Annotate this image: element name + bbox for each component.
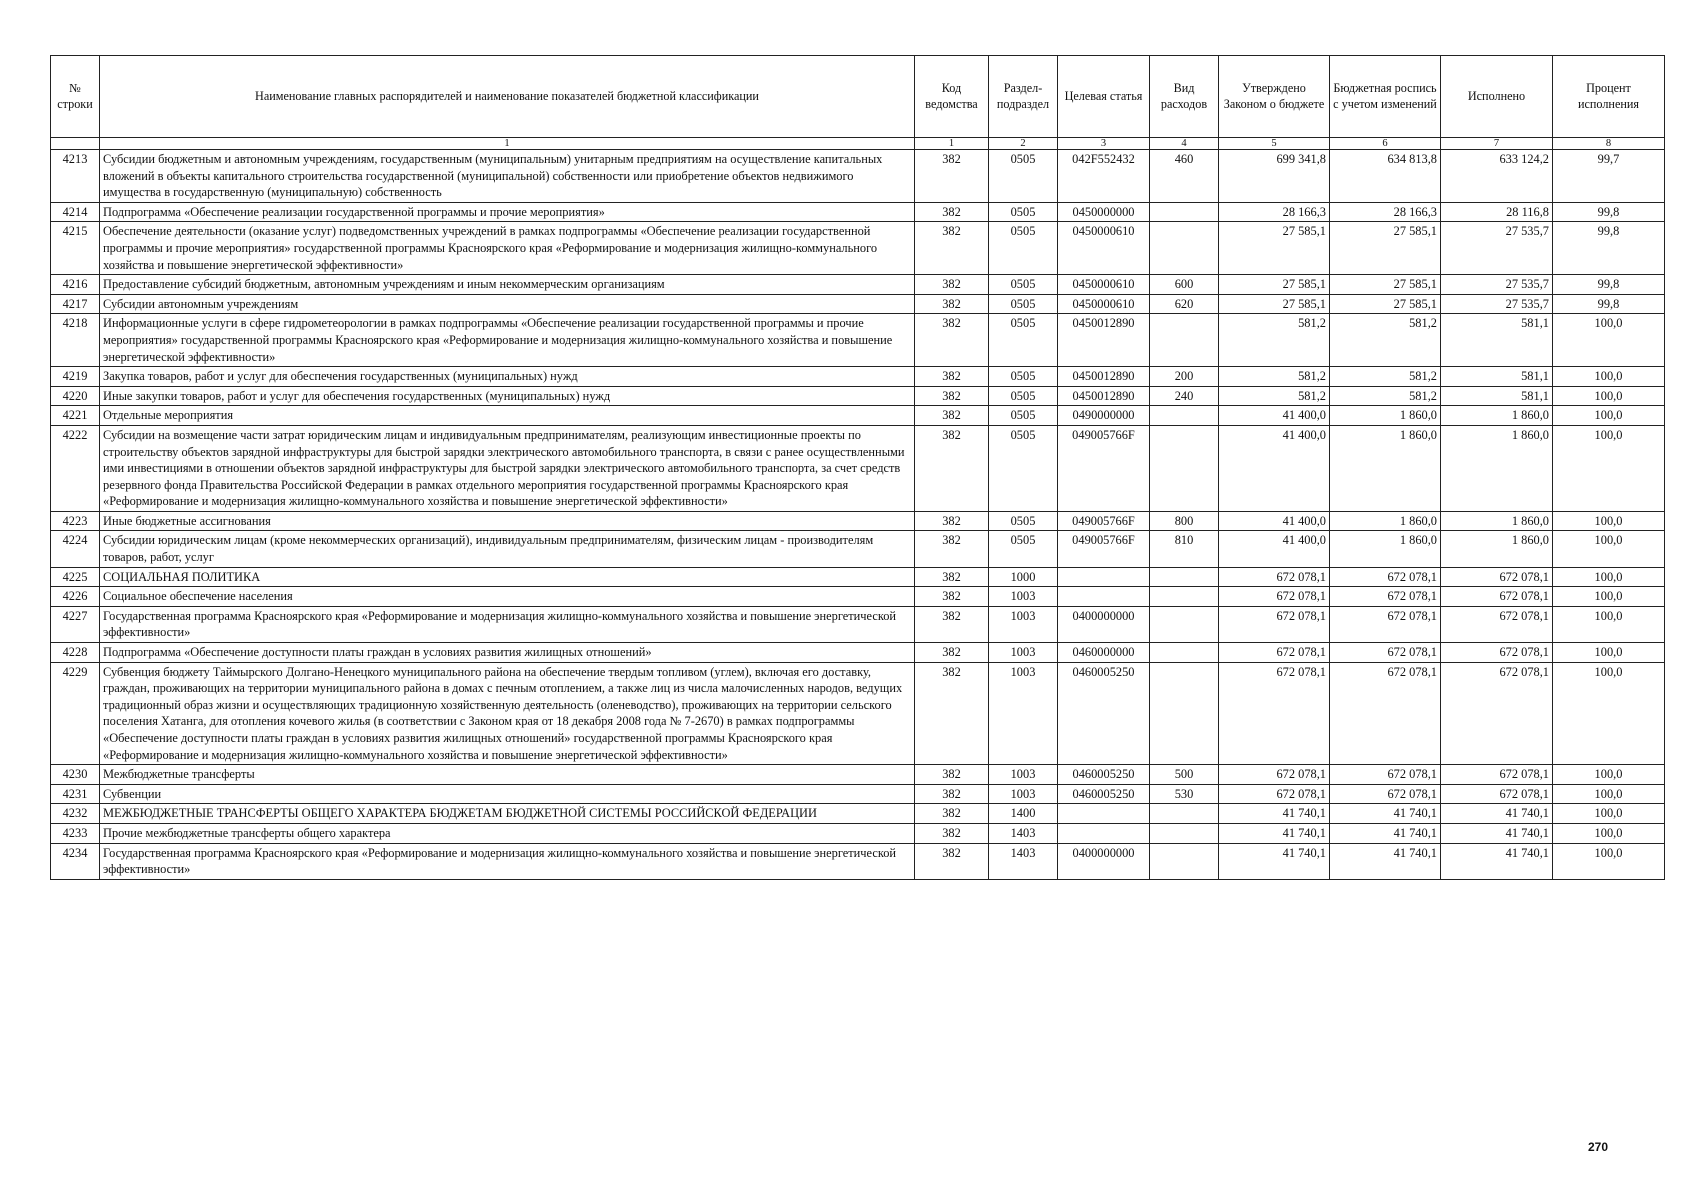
row-executed: 1 860,0 — [1441, 531, 1553, 567]
column-index: 3 — [1058, 138, 1150, 150]
row-name: Информационные услуги в сфере гидрометеорологии в рамках подпрограммы «Обеспечение реализации государственной программы и прочие мероприятия» государственной программы Красноярского края «Реформирование и модернизация жилищно-коммунального хозяйства и повышение энергетической эффективности» — [100, 314, 915, 367]
row-target — [1058, 804, 1150, 824]
row-approved: 41 400,0 — [1219, 406, 1330, 426]
column-index: 5 — [1219, 138, 1330, 150]
table-row — [51, 314, 1665, 367]
row-dept-code: 382 — [915, 567, 989, 587]
row-executed: 633 124,2 — [1441, 150, 1553, 203]
table-row — [51, 222, 1665, 275]
row-target: 0460005250 — [1058, 784, 1150, 804]
table-row — [51, 425, 1665, 511]
row-name: Иные бюджетные ассигнования — [100, 511, 915, 531]
row-executed: 672 078,1 — [1441, 662, 1553, 765]
table-row — [51, 150, 1665, 203]
row-section: 1003 — [989, 765, 1058, 785]
row-number: 4225 — [51, 567, 100, 587]
row-executed: 1 860,0 — [1441, 511, 1553, 531]
row-name: Субсидии на возмещение части затрат юридическим лицам и индивидуальным предпринимателям, реализующим инвестиционные проекты по строительству объектов зарядной инфраструктуры для быстрой зарядки электрического автомобильного транспорта, в связи с ранее осуществленными ими инвестициями в отношении объектов зарядной инфраструктуры для быстрой зарядки электрического автомобильного транспорта, за счет средств резервного фонда Правительства Российской Федерации в рамках отдельного мероприятия государственной программы Красноярского края «Реформирование и модернизация жилищно-коммунального хозяйства и повышение энергетической эффективности» — [100, 425, 915, 511]
row-dept-code: 382 — [915, 662, 989, 765]
row-approved: 41 400,0 — [1219, 511, 1330, 531]
table-row — [51, 386, 1665, 406]
row-target: 0450012890 — [1058, 314, 1150, 367]
row-number: 4220 — [51, 386, 100, 406]
row-executed: 1 860,0 — [1441, 425, 1553, 511]
row-executed: 27 535,7 — [1441, 275, 1553, 295]
row-dept-code: 382 — [915, 823, 989, 843]
row-approved: 41 400,0 — [1219, 425, 1330, 511]
row-dept-code: 382 — [915, 531, 989, 567]
row-dept-code: 382 — [915, 150, 989, 203]
row-budget-list: 581,2 — [1330, 314, 1441, 367]
row-dept-code: 382 — [915, 843, 989, 879]
header-section: Раздел-подраздел — [989, 56, 1058, 138]
row-approved: 581,2 — [1219, 386, 1330, 406]
row-executed: 41 740,1 — [1441, 843, 1553, 879]
row-approved: 672 078,1 — [1219, 567, 1330, 587]
row-percent: 100,0 — [1553, 406, 1665, 426]
row-executed: 28 116,8 — [1441, 202, 1553, 222]
row-executed: 27 535,7 — [1441, 294, 1553, 314]
row-expense-type — [1150, 314, 1219, 367]
row-expense-type: 600 — [1150, 275, 1219, 295]
row-expense-type — [1150, 425, 1219, 511]
row-section: 0505 — [989, 386, 1058, 406]
row-target: 042F552432 — [1058, 150, 1150, 203]
row-dept-code: 382 — [915, 202, 989, 222]
row-approved: 27 585,1 — [1219, 275, 1330, 295]
row-budget-list: 1 860,0 — [1330, 406, 1441, 426]
row-percent: 99,8 — [1553, 294, 1665, 314]
row-expense-type — [1150, 222, 1219, 275]
row-approved: 27 585,1 — [1219, 294, 1330, 314]
row-name: Закупка товаров, работ и услуг для обеспечения государственных (муниципальных) нужд — [100, 367, 915, 387]
row-section: 0505 — [989, 314, 1058, 367]
row-expense-type — [1150, 406, 1219, 426]
row-target: 0450000610 — [1058, 294, 1150, 314]
row-budget-list: 41 740,1 — [1330, 823, 1441, 843]
row-executed: 581,1 — [1441, 367, 1553, 387]
row-section: 0505 — [989, 294, 1058, 314]
row-name: Иные закупки товаров, работ и услуг для обеспечения государственных (муниципальных) нужд — [100, 386, 915, 406]
row-target: 0460005250 — [1058, 662, 1150, 765]
row-approved: 27 585,1 — [1219, 222, 1330, 275]
row-budget-list: 672 078,1 — [1330, 643, 1441, 663]
row-budget-list: 634 813,8 — [1330, 150, 1441, 203]
row-section: 1003 — [989, 606, 1058, 642]
row-expense-type — [1150, 804, 1219, 824]
row-executed: 672 078,1 — [1441, 643, 1553, 663]
column-index: 4 — [1150, 138, 1219, 150]
row-number: 4226 — [51, 587, 100, 607]
row-name: Предоставление субсидий бюджетным, автономным учреждениям и иным некоммерческим организациям — [100, 275, 915, 295]
row-number: 4229 — [51, 662, 100, 765]
row-number: 4232 — [51, 804, 100, 824]
row-budget-list: 672 078,1 — [1330, 606, 1441, 642]
row-executed: 672 078,1 — [1441, 567, 1553, 587]
row-expense-type: 800 — [1150, 511, 1219, 531]
row-dept-code: 382 — [915, 643, 989, 663]
row-percent: 99,7 — [1553, 150, 1665, 203]
table-row — [51, 843, 1665, 879]
row-approved: 672 078,1 — [1219, 765, 1330, 785]
row-approved: 28 166,3 — [1219, 202, 1330, 222]
row-budget-list: 672 078,1 — [1330, 765, 1441, 785]
row-number: 4214 — [51, 202, 100, 222]
row-approved: 41 740,1 — [1219, 804, 1330, 824]
row-name: МЕЖБЮДЖЕТНЫЕ ТРАНСФЕРТЫ ОБЩЕГО ХАРАКТЕРА БЮДЖЕТАМ БЮДЖЕТНОЙ СИСТЕМЫ РОССИЙСКОЙ ФЕДЕРАЦИИ — [100, 804, 915, 824]
row-dept-code: 382 — [915, 406, 989, 426]
table-row — [51, 587, 1665, 607]
row-target: 0460000000 — [1058, 643, 1150, 663]
table-row — [51, 784, 1665, 804]
header-budget-list: Бюджетная роспись с учетом изменений — [1330, 56, 1441, 138]
column-index: 1 — [915, 138, 989, 150]
row-target: 0450012890 — [1058, 367, 1150, 387]
row-approved: 41 740,1 — [1219, 843, 1330, 879]
row-target: 0450012890 — [1058, 386, 1150, 406]
row-number: 4234 — [51, 843, 100, 879]
row-target: 049005766F — [1058, 511, 1150, 531]
row-budget-list: 672 078,1 — [1330, 784, 1441, 804]
table-row — [51, 294, 1665, 314]
row-target — [1058, 587, 1150, 607]
row-section: 1403 — [989, 843, 1058, 879]
row-target: 049005766F — [1058, 425, 1150, 511]
row-target: 0400000000 — [1058, 606, 1150, 642]
row-dept-code: 382 — [915, 222, 989, 275]
table-row — [51, 662, 1665, 765]
row-section: 1000 — [989, 567, 1058, 587]
header-row-no: № строки — [51, 56, 100, 138]
row-budget-list: 27 585,1 — [1330, 222, 1441, 275]
row-expense-type: 500 — [1150, 765, 1219, 785]
row-name: Субсидии бюджетным и автономным учреждениям, государственным (муниципальным) унитарным предприятиям на осуществление капитальных вложений в объекты капитального строительства государственной (муниципальной) собственности или приобретение объектов недвижимого имущества в государственную (муниципальную) собственность — [100, 150, 915, 203]
row-percent: 100,0 — [1553, 823, 1665, 843]
row-name: Субвенции — [100, 784, 915, 804]
row-approved: 41 400,0 — [1219, 531, 1330, 567]
table-row — [51, 643, 1665, 663]
row-approved: 699 341,8 — [1219, 150, 1330, 203]
row-budget-list: 1 860,0 — [1330, 531, 1441, 567]
row-number: 4227 — [51, 606, 100, 642]
row-section: 1403 — [989, 823, 1058, 843]
row-percent: 100,0 — [1553, 425, 1665, 511]
table-row — [51, 606, 1665, 642]
row-name: Субвенция бюджету Таймырского Долгано-Ненецкого муниципального района на обеспечение твердым топливом (углем), включая его доставку, граждан, проживающих на территории муниципального района в домах с печным отоплением, а также лиц из числа малочисленных народов, ведущих традиционный образ жизни и осуществляющих традиционную хозяйственную деятельность (оленеводство), проживающих на территории сельского поселения Хатанга, для отопления кочевого жилья (в соответствии с Законом края от 18 декабря 2008 года № 7-2670) в рамках подпрограммы «Обеспечение доступности платы граждан в условиях развития жилищных отношений» государственной программы Красноярского края «Реформирование и модернизация жилищно-коммунального хозяйства и повышение энергетической эффективности» — [100, 662, 915, 765]
row-name: СОЦИАЛЬНАЯ ПОЛИТИКА — [100, 567, 915, 587]
header-approved: Утверждено Законом о бюджете — [1219, 56, 1330, 138]
row-percent: 100,0 — [1553, 511, 1665, 531]
column-index — [51, 138, 100, 150]
row-expense-type — [1150, 823, 1219, 843]
row-approved: 672 078,1 — [1219, 643, 1330, 663]
column-index: 7 — [1441, 138, 1553, 150]
row-name: Социальное обеспечение населения — [100, 587, 915, 607]
row-approved: 672 078,1 — [1219, 587, 1330, 607]
row-percent: 99,8 — [1553, 202, 1665, 222]
row-percent: 100,0 — [1553, 606, 1665, 642]
table-row — [51, 406, 1665, 426]
row-number: 4216 — [51, 275, 100, 295]
row-expense-type: 810 — [1150, 531, 1219, 567]
header-executed: Исполнено — [1441, 56, 1553, 138]
column-index: 2 — [989, 138, 1058, 150]
row-section: 0505 — [989, 367, 1058, 387]
row-target: 0450000000 — [1058, 202, 1150, 222]
row-expense-type — [1150, 202, 1219, 222]
table-row — [51, 275, 1665, 295]
row-dept-code: 382 — [915, 606, 989, 642]
column-index: 6 — [1330, 138, 1441, 150]
row-executed: 41 740,1 — [1441, 823, 1553, 843]
row-expense-type — [1150, 662, 1219, 765]
row-dept-code: 382 — [915, 294, 989, 314]
row-name: Прочие межбюджетные трансферты общего характера — [100, 823, 915, 843]
row-budget-list: 672 078,1 — [1330, 662, 1441, 765]
row-expense-type — [1150, 843, 1219, 879]
row-percent: 100,0 — [1553, 643, 1665, 663]
row-expense-type: 530 — [1150, 784, 1219, 804]
table-row — [51, 531, 1665, 567]
row-budget-list: 41 740,1 — [1330, 804, 1441, 824]
row-number: 4221 — [51, 406, 100, 426]
row-budget-list: 41 740,1 — [1330, 843, 1441, 879]
row-percent: 99,8 — [1553, 222, 1665, 275]
table-body — [51, 150, 1665, 880]
row-section: 1003 — [989, 643, 1058, 663]
row-section: 0505 — [989, 202, 1058, 222]
row-executed: 672 078,1 — [1441, 765, 1553, 785]
row-dept-code: 382 — [915, 425, 989, 511]
column-index: 8 — [1553, 138, 1665, 150]
row-target — [1058, 823, 1150, 843]
row-percent: 100,0 — [1553, 765, 1665, 785]
row-expense-type — [1150, 643, 1219, 663]
row-number: 4231 — [51, 784, 100, 804]
row-section: 0505 — [989, 425, 1058, 511]
row-executed: 672 078,1 — [1441, 587, 1553, 607]
row-target: 0400000000 — [1058, 843, 1150, 879]
row-number: 4230 — [51, 765, 100, 785]
row-name: Субсидии юридическим лицам (кроме некоммерческих организаций), индивидуальным предпринимателям, физическим лицам - производителям товаров, работ, услуг — [100, 531, 915, 567]
row-dept-code: 382 — [915, 275, 989, 295]
row-number: 4224 — [51, 531, 100, 567]
row-percent: 99,8 — [1553, 275, 1665, 295]
row-percent: 100,0 — [1553, 587, 1665, 607]
row-name: Обеспечение деятельности (оказание услуг) подведомственных учреждений в рамках подпрограммы «Обеспечение реализации государственной программы и прочие мероприятия» государственной программы Красноярского края «Реформирование и модернизация жилищно-коммунального хозяйства и повышение энергетической эффективности» — [100, 222, 915, 275]
row-percent: 100,0 — [1553, 314, 1665, 367]
row-expense-type: 620 — [1150, 294, 1219, 314]
row-expense-type — [1150, 587, 1219, 607]
column-index-row — [51, 138, 1665, 150]
row-dept-code: 382 — [915, 386, 989, 406]
header-row — [51, 56, 1665, 138]
row-section: 0505 — [989, 406, 1058, 426]
row-name: Отдельные мероприятия — [100, 406, 915, 426]
row-budget-list: 1 860,0 — [1330, 425, 1441, 511]
row-number: 4218 — [51, 314, 100, 367]
row-target: 0450000610 — [1058, 275, 1150, 295]
row-dept-code: 382 — [915, 587, 989, 607]
row-percent: 100,0 — [1553, 843, 1665, 879]
header-expense-type: Вид расходов — [1150, 56, 1219, 138]
row-budget-list: 581,2 — [1330, 367, 1441, 387]
header-name: Наименование главных распорядителей и наименование показателей бюджетной классификации — [100, 56, 915, 138]
row-target — [1058, 567, 1150, 587]
row-percent: 100,0 — [1553, 367, 1665, 387]
row-target: 0450000610 — [1058, 222, 1150, 275]
row-approved: 581,2 — [1219, 314, 1330, 367]
row-percent: 100,0 — [1553, 386, 1665, 406]
row-executed: 1 860,0 — [1441, 406, 1553, 426]
row-executed: 672 078,1 — [1441, 784, 1553, 804]
row-expense-type — [1150, 567, 1219, 587]
row-name: Межбюджетные трансферты — [100, 765, 915, 785]
row-budget-list: 581,2 — [1330, 386, 1441, 406]
row-number: 4217 — [51, 294, 100, 314]
row-approved: 672 078,1 — [1219, 606, 1330, 642]
row-name: Подпрограмма «Обеспечение доступности платы граждан в условиях развития жилищных отношений» — [100, 643, 915, 663]
row-percent: 100,0 — [1553, 567, 1665, 587]
row-expense-type: 200 — [1150, 367, 1219, 387]
row-dept-code: 382 — [915, 314, 989, 367]
row-percent: 100,0 — [1553, 531, 1665, 567]
row-number: 4228 — [51, 643, 100, 663]
table-row — [51, 511, 1665, 531]
table-row — [51, 804, 1665, 824]
row-percent: 100,0 — [1553, 784, 1665, 804]
row-approved: 672 078,1 — [1219, 784, 1330, 804]
row-target: 0490000000 — [1058, 406, 1150, 426]
row-budget-list: 27 585,1 — [1330, 294, 1441, 314]
row-percent: 100,0 — [1553, 662, 1665, 765]
row-approved: 581,2 — [1219, 367, 1330, 387]
row-budget-list: 672 078,1 — [1330, 587, 1441, 607]
row-budget-list: 1 860,0 — [1330, 511, 1441, 531]
row-dept-code: 382 — [915, 765, 989, 785]
row-budget-list: 28 166,3 — [1330, 202, 1441, 222]
row-executed: 581,1 — [1441, 386, 1553, 406]
row-executed: 672 078,1 — [1441, 606, 1553, 642]
page-number: 270 — [1588, 1140, 1609, 1154]
row-executed: 581,1 — [1441, 314, 1553, 367]
row-percent: 100,0 — [1553, 804, 1665, 824]
table-row — [51, 765, 1665, 785]
row-number: 4215 — [51, 222, 100, 275]
header-dept-code: Код ведомства — [915, 56, 989, 138]
row-dept-code: 382 — [915, 784, 989, 804]
row-number: 4233 — [51, 823, 100, 843]
table-row — [51, 823, 1665, 843]
row-name: Подпрограмма «Обеспечение реализации государственной программы и прочие мероприятия» — [100, 202, 915, 222]
row-section: 0505 — [989, 531, 1058, 567]
row-target: 0460005250 — [1058, 765, 1150, 785]
row-section: 0505 — [989, 222, 1058, 275]
table-row — [51, 367, 1665, 387]
row-section: 0505 — [989, 275, 1058, 295]
row-executed: 27 535,7 — [1441, 222, 1553, 275]
row-target: 049005766F — [1058, 531, 1150, 567]
row-section: 1400 — [989, 804, 1058, 824]
row-dept-code: 382 — [915, 367, 989, 387]
row-section: 1003 — [989, 662, 1058, 765]
table-row — [51, 202, 1665, 222]
row-dept-code: 382 — [915, 511, 989, 531]
row-name: Субсидии автономным учреждениям — [100, 294, 915, 314]
row-section: 1003 — [989, 784, 1058, 804]
row-section: 1003 — [989, 587, 1058, 607]
row-budget-list: 27 585,1 — [1330, 275, 1441, 295]
row-expense-type — [1150, 606, 1219, 642]
row-name: Государственная программа Красноярского края «Реформирование и модернизация жилищно-коммунального хозяйства и повышение энергетической эффективности» — [100, 843, 915, 879]
row-name: Государственная программа Красноярского края «Реформирование и модернизация жилищно-коммунального хозяйства и повышение энергетической эффективности» — [100, 606, 915, 642]
budget-execution-table — [50, 55, 1665, 880]
row-number: 4219 — [51, 367, 100, 387]
header-percent: Процент исполнения — [1553, 56, 1665, 138]
row-number: 4213 — [51, 150, 100, 203]
column-index: 1 — [100, 138, 915, 150]
row-section: 0505 — [989, 511, 1058, 531]
row-expense-type: 240 — [1150, 386, 1219, 406]
row-number: 4223 — [51, 511, 100, 531]
row-number: 4222 — [51, 425, 100, 511]
row-executed: 41 740,1 — [1441, 804, 1553, 824]
row-section: 0505 — [989, 150, 1058, 203]
row-expense-type: 460 — [1150, 150, 1219, 203]
row-approved: 672 078,1 — [1219, 662, 1330, 765]
table-row — [51, 567, 1665, 587]
row-approved: 41 740,1 — [1219, 823, 1330, 843]
header-target: Целевая статья — [1058, 56, 1150, 138]
row-dept-code: 382 — [915, 804, 989, 824]
row-budget-list: 672 078,1 — [1330, 567, 1441, 587]
